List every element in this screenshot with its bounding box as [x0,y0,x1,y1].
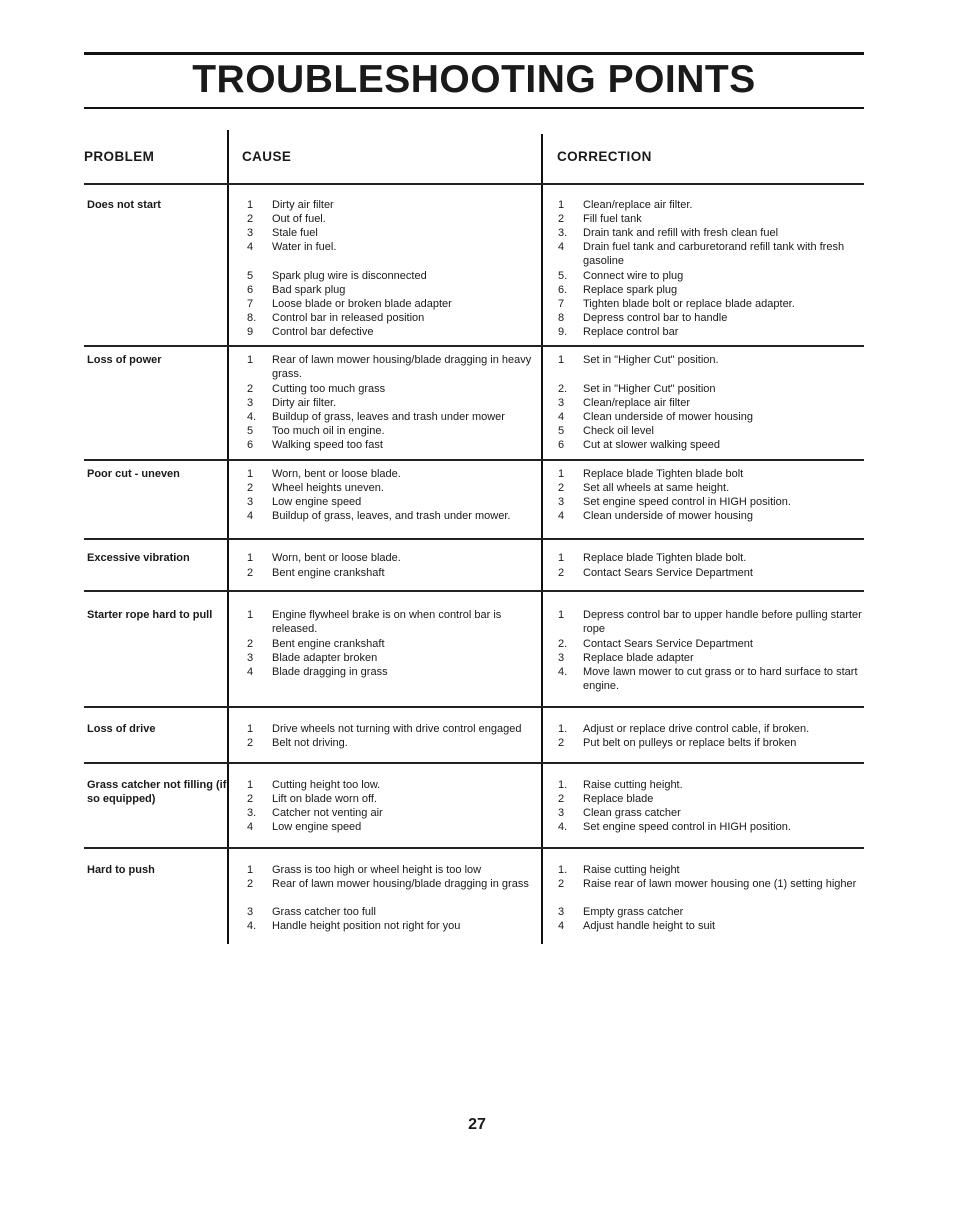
row-divider [84,345,864,347]
cause-text: Spark plug wire is disconnected [272,270,427,282]
cause-number: 3. [247,807,257,819]
correction-text: Depress control bar to handle [583,312,728,324]
cause-text: Worn, bent or loose blade. [272,468,401,480]
cause-number: 6 [247,284,254,296]
problem-label: Loss of drive [87,723,156,735]
cause-text: Drive wheels not turning with drive control engaged [272,723,522,735]
cause-number: 1 [247,199,254,211]
correction-text: Adjust or replace drive control cable, if broken. [583,723,810,735]
cause-number: 5 [247,425,254,437]
cause-item [247,637,541,651]
cause-number: 4 [247,241,254,253]
correction-number: 4 [558,920,565,932]
row-divider [84,590,864,592]
correction-item [558,820,864,834]
cause-item [247,905,541,919]
title-rule-top [84,52,864,55]
cause-number: 1 [247,609,254,621]
cause-text: Walking speed too fast [272,439,383,451]
cause-item [247,651,541,665]
cause-text: Buildup of grass, leaves and trash under mower [272,411,505,423]
correction-item [558,495,864,509]
cause-number: 3 [247,227,254,239]
header-rule [84,183,864,185]
correction-text: Set in "Higher Cut" position [583,383,716,395]
correction-item [558,410,864,424]
cause-text: Loose blade or broken blade adapter [272,298,452,310]
correction-number: 4 [558,510,565,522]
correction-item [558,424,864,438]
correction-item [558,240,864,268]
cause-text: Belt not driving. [272,737,348,749]
correction-text: Empty grass catcher [583,906,684,918]
cause-text: Handle height position not right for you [272,920,461,932]
page-number: 27 [468,1116,486,1133]
cause-number: 2 [247,482,254,494]
correction-item [558,283,864,297]
correction-number: 2 [558,213,565,225]
cause-item [247,240,541,254]
cause-number: 2 [247,567,254,579]
correction-item [558,467,864,481]
cause-item [247,820,541,834]
cause-text: Control bar in released position [272,312,425,324]
cause-item [247,311,541,325]
cause-number: 4. [247,411,257,423]
cause-item [247,481,541,495]
cause-item [247,608,541,636]
cause-number: 2 [247,213,254,225]
cause-number: 5 [247,270,254,282]
row-divider [84,847,864,849]
cause-item [247,297,541,311]
correction-number: 1. [558,723,568,735]
correction-text: Clean underside of mower housing [583,411,753,423]
cause-item [247,283,541,297]
correction-item [558,919,864,933]
problem-label: Excessive vibration [87,552,190,564]
problem-label: Does not start [87,199,161,211]
cause-number: 4 [247,666,254,678]
correction-text: Set engine speed control in HIGH position. [583,821,791,833]
correction-text: Contact Sears Service Department [583,567,753,579]
cause-item [247,353,541,381]
correction-text: Fill fuel tank [583,213,642,225]
cause-text: Rear of lawn mower housing/blade dragging in grass [272,878,529,890]
correction-number: 9. [558,326,568,338]
correction-number: 2. [558,638,568,650]
correction-text: Check oil level [583,425,654,437]
correction-text: Clean/replace air filter. [583,199,693,211]
correction-number: 2 [558,567,565,579]
correction-text: Raise rear of lawn mower housing one (1) setting higher [583,878,857,890]
correction-text: Replace blade Tighten blade bolt. [583,552,747,564]
correction-number: 2 [558,793,565,805]
correction-text: Tighten blade bolt or replace blade adapter. [583,298,795,310]
row-divider [84,538,864,540]
correction-item [558,792,864,806]
cause-item [247,396,541,410]
correction-item [558,905,864,919]
correction-number: 5. [558,270,568,282]
cause-item [247,736,541,750]
cause-number: 3 [247,652,254,664]
correction-number: 1 [558,609,565,621]
cause-item [247,438,541,452]
title-rule-bottom [84,107,864,109]
correction-item [558,877,864,891]
cause-item [247,495,541,509]
cause-item [247,863,541,877]
cause-text: Low engine speed [272,496,362,508]
cause-text: Dirty air filter [272,199,334,211]
correction-number: 2 [558,737,565,749]
cause-item [247,792,541,806]
correction-item [558,566,864,580]
cause-text: Wheel heights uneven. [272,482,384,494]
correction-number: 3 [558,496,565,508]
correction-text: Cut at slower walking speed [583,439,720,451]
cause-text: Cutting height too low. [272,779,381,791]
correction-text: Replace blade Tighten blade bolt [583,468,744,480]
cause-text: Cutting too much grass [272,383,386,395]
correction-text: Drain fuel tank and carburetorand refill tank with fresh gasoline [583,241,845,268]
problem-label: Poor cut - uneven [87,468,180,480]
correction-number: 1 [558,552,565,564]
cause-number: 2 [247,383,254,395]
correction-number: 3 [558,397,565,409]
header-correction: CORRECTION [557,149,652,164]
cause-text: Water in fuel. [272,241,337,253]
cause-item [247,467,541,481]
correction-item [558,608,864,636]
cause-text: Rear of lawn mower housing/blade dragging in heavy grass. [272,354,532,381]
correction-item [558,736,864,750]
correction-number: 5 [558,425,565,437]
correction-number: 4. [558,666,568,678]
header-cause: CAUSE [242,149,292,164]
cause-text: Bent engine crankshaft [272,567,385,579]
cause-number: 1 [247,779,254,791]
correction-item [558,438,864,452]
correction-text: Replace spark plug [583,284,678,296]
correction-number: 2. [558,383,568,395]
correction-text: Contact Sears Service Department [583,638,753,650]
correction-item [558,311,864,325]
correction-number: 3 [558,652,565,664]
correction-text: Replace blade adapter [583,652,694,664]
cause-text: Grass catcher too full [272,906,376,918]
correction-item [558,863,864,877]
column-divider-problem-cause [227,130,229,944]
correction-text: Connect wire to plug [583,270,684,282]
correction-item [558,651,864,665]
correction-text: Depress control bar to upper handle before pulling starter rope [583,609,862,636]
cause-item [247,509,541,523]
cause-item [247,566,541,580]
correction-number: 1. [558,864,568,876]
correction-item [558,637,864,651]
correction-number: 8 [558,312,565,324]
correction-text: Move lawn mower to cut grass or to hard surface to start engine. [583,666,858,693]
cause-number: 8. [247,312,257,324]
cause-item [247,198,541,212]
problem-label: Loss of power [87,354,162,366]
correction-number: 4 [558,411,565,423]
correction-item [558,297,864,311]
cause-item [247,325,541,339]
cause-item [247,424,541,438]
correction-text: Set engine speed control in HIGH position. [583,496,791,508]
correction-text: Raise cutting height. [583,779,683,791]
correction-number: 1 [558,199,565,211]
cause-text: Low engine speed [272,821,362,833]
cause-text: Bent engine crankshaft [272,638,385,650]
cause-text: Bad spark plug [272,284,346,296]
correction-item [558,551,864,565]
cause-number: 7 [247,298,254,310]
cause-number: 2 [247,793,254,805]
cause-text: Catcher not venting air [272,807,383,819]
cause-text: Buildup of grass, leaves, and trash under mower. [272,510,511,522]
cause-number: 1 [247,723,254,735]
cause-item [247,382,541,396]
cause-number: 3 [247,906,254,918]
cause-item [247,919,541,933]
correction-number: 4. [558,821,568,833]
cause-item [247,806,541,820]
cause-text: Grass is too high or wheel height is too low [272,864,482,876]
correction-text: Drain tank and refill with fresh clean fuel [583,227,779,239]
correction-number: 6. [558,284,568,296]
correction-text: Adjust handle height to suit [583,920,716,932]
cause-text: Out of fuel. [272,213,326,225]
correction-text: Replace control bar [583,326,679,338]
correction-number: 7 [558,298,565,310]
correction-text: Set in "Higher Cut" position. [583,354,719,366]
correction-text: Raise cutting height [583,864,680,876]
correction-number: 1. [558,779,568,791]
cause-number: 4. [247,920,257,932]
correction-item [558,778,864,792]
cause-number: 1 [247,552,254,564]
problem-label: Hard to push [87,864,155,876]
cause-number: 1 [247,354,254,366]
correction-number: 3 [558,906,565,918]
cause-text: Engine flywheel brake is on when control bar is released. [272,609,502,636]
header-problem: PROBLEM [84,149,155,164]
correction-item [558,269,864,283]
correction-text: Clean underside of mower housing [583,510,753,522]
correction-number: 2 [558,482,565,494]
cause-text: Blade adapter broken [272,652,378,664]
correction-number: 2 [558,878,565,890]
cause-number: 2 [247,737,254,749]
page-title: TROUBLESHOOTING POINTS [192,58,756,101]
cause-item [247,778,541,792]
cause-item [247,665,541,679]
cause-number: 4 [247,510,254,522]
correction-item [558,509,864,523]
correction-item [558,382,864,396]
cause-number: 6 [247,439,254,451]
correction-number: 1 [558,468,565,480]
row-divider [84,706,864,708]
cause-text: Blade dragging in grass [272,666,388,678]
cause-number: 1 [247,864,254,876]
cause-number: 1 [247,468,254,480]
correction-item [558,325,864,339]
problem-label: Starter rope hard to pull [87,609,213,621]
correction-item [558,722,864,736]
correction-text: Set all wheels at same height. [583,482,730,494]
cause-text: Too much oil in engine. [272,425,385,437]
cause-text: Lift on blade worn off. [272,793,377,805]
correction-text: Clean/replace air filter [583,397,690,409]
correction-number: 3 [558,807,565,819]
cause-number: 9 [247,326,254,338]
cause-item [247,269,541,283]
correction-item [558,396,864,410]
cause-item [247,551,541,565]
cause-number: 3 [247,496,254,508]
cause-text: Dirty air filter. [272,397,337,409]
cause-item [247,410,541,424]
cause-item [247,226,541,240]
problem-label: Grass catcher not filling (if so equipped) [87,779,227,806]
correction-number: 6 [558,439,565,451]
correction-item [558,481,864,495]
correction-item [558,806,864,820]
cause-number: 4 [247,821,254,833]
cause-item [247,722,541,736]
row-divider [84,762,864,764]
correction-number: 1 [558,354,565,366]
cause-text: Stale fuel [272,227,318,239]
cause-text: Worn, bent or loose blade. [272,552,401,564]
cause-number: 3 [247,397,254,409]
correction-text: Replace blade [583,793,654,805]
correction-item [558,212,864,226]
correction-text: Put belt on pulleys or replace belts if broken [583,737,797,749]
correction-item [558,226,864,240]
correction-item [558,353,864,367]
correction-text: Clean grass catcher [583,807,681,819]
cause-number: 2 [247,638,254,650]
cause-item [247,212,541,226]
correction-item [558,665,864,693]
correction-item [558,198,864,212]
row-divider [84,459,864,461]
cause-text: Control bar defective [272,326,374,338]
correction-number: 3. [558,227,568,239]
cause-item [247,877,541,891]
cause-number: 2 [247,878,254,890]
correction-number: 4 [558,241,565,253]
